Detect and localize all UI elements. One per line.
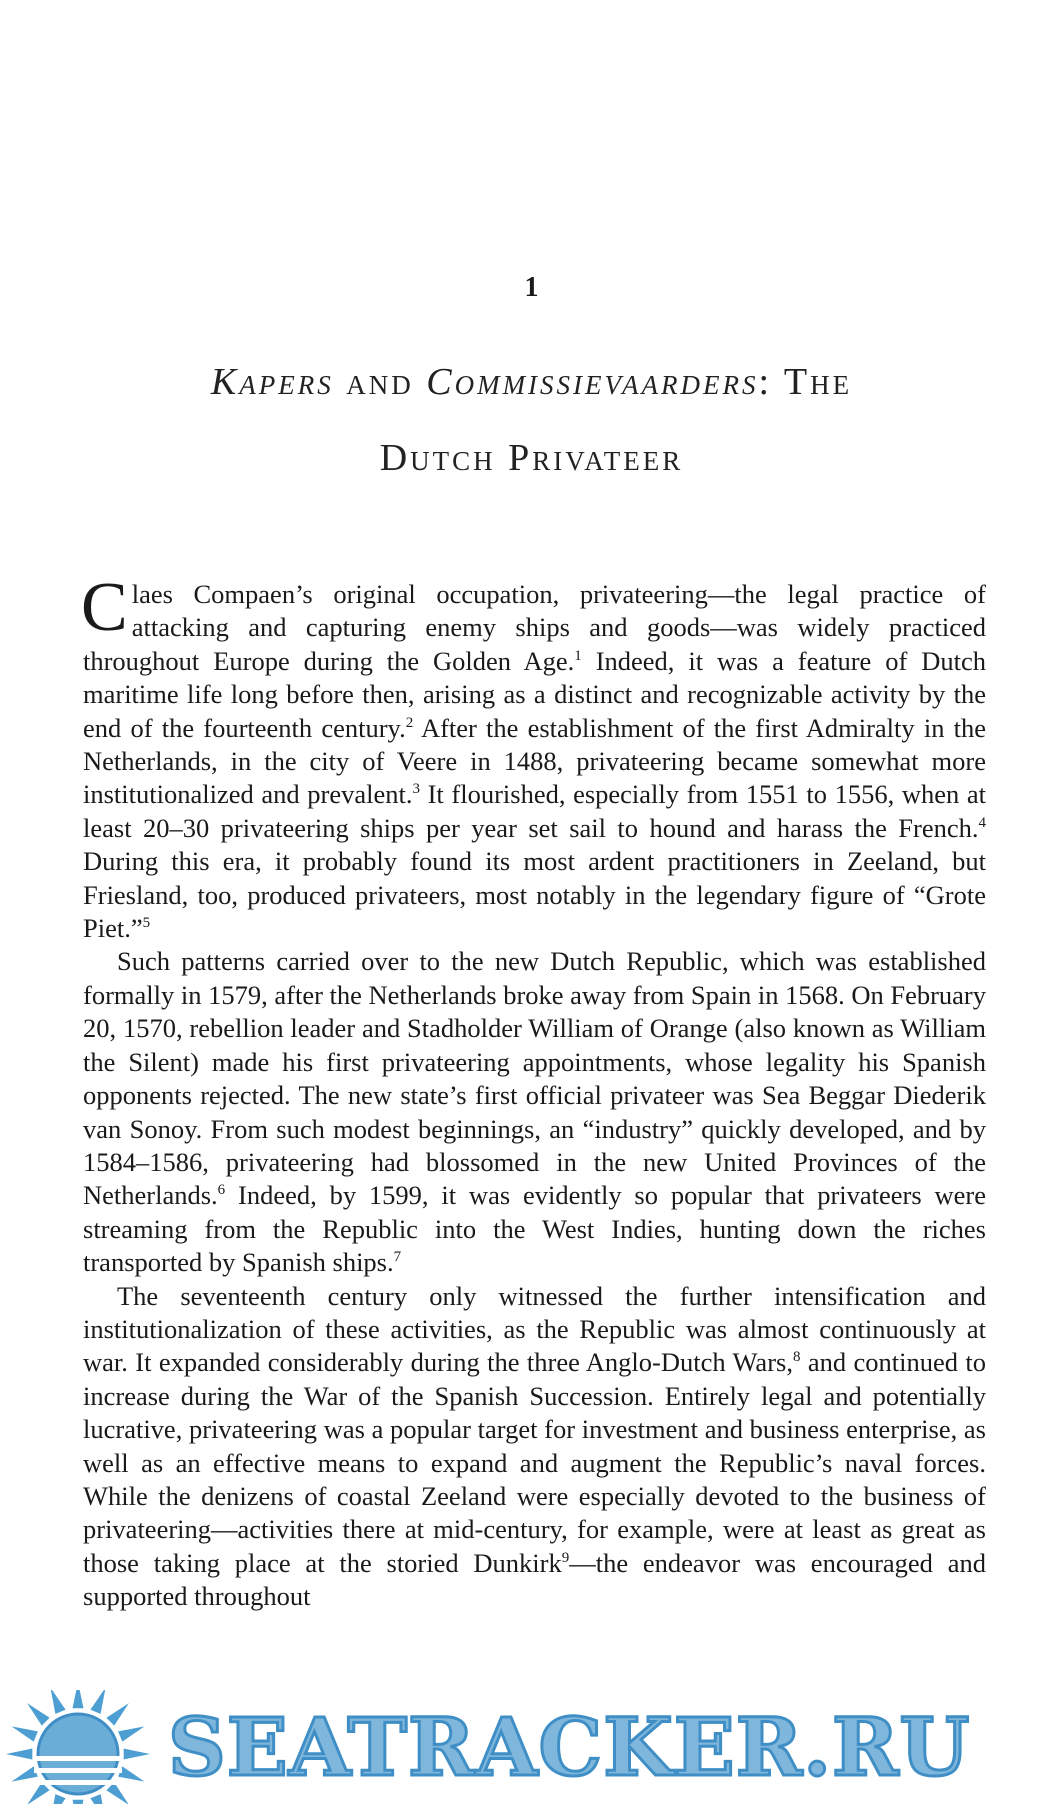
sun-ray [12,1726,38,1741]
footnote-marker: 6 [217,1182,226,1199]
footnote-marker: 2 [405,714,414,731]
chapter-title-the: : The [758,361,853,403]
sun-ray [50,1690,65,1714]
text-run: The seventeenth century only witnessed the further intensification and institutionalization of these activities, as the Republic was almost continuously at war. It expanded considerably during the three Anglo-Dutch Wars, [83,1280,986,1378]
watermark-text: SEATRACKER.RU [168,1700,971,1794]
chapter-title-commissievaarders: Commissievaarders [426,361,759,403]
sun-ray [27,1703,50,1726]
footnote-marker: 9 [561,1549,570,1566]
footnote-marker: 7 [393,1249,402,1266]
paragraph [81,569,987,945]
chapter-title-line2: Dutch Privateer [379,437,684,479]
sun-ray [118,1726,144,1741]
sun-ray [106,1703,128,1726]
sun-ray [118,1766,144,1781]
text-run: and continued to increase during the War of the Spanish Succession. Entirely legal and potentially lucrative, privateering was a popular target for investment and business enterprise, as well as an effective means to expand and augment the Republic’s naval forces. While the denizens of coastal Zeeland were especially devoted to the business of privateering—activities there at mid-century, for example, were at least as great as those taking place at the storied Dunkirk [83,1347,987,1578]
footnote-marker: 5 [142,915,151,932]
chapter-title [80,344,983,496]
text-run: It flourished, especially from 1551 to 1556, when at least 20–30 privateering ships per year set sail to hound and harass the French. [83,779,987,843]
chapter-title-and: and [333,361,427,403]
paragraph [83,945,986,1279]
sun-ray [124,1749,150,1760]
footnote-marker: 3 [412,781,420,798]
chapter-title-kapers: Kapers [210,361,334,403]
sun-ray [12,1766,38,1781]
footnote-marker: 4 [978,814,986,831]
chapter-number: 1 [524,272,539,303]
text-run: Such patterns carried over to the new Dutch Republic, which was established formally in 1579, after the Netherlands broke away from Spain in 1568. On February 20, 1570, rebellion leader and Stadholder William of Orange (also known as William the Silent) made his first privateering appointments, whose legality his Spanish opponents rejected. The new state’s first official privateer was Sea Beggar Diederik van Sonoy. From such modest beginnings, an “industry” quickly developed, and by 1584–1586, privateering had blossomed in the new United Provinces of the Netherlands. [83,946,986,1211]
text-run: Indeed, by 1599, it was evidently so popular that privateers were streaming from the Republic into the West Indies, hunting down the riches transported by Spanish ships. [83,1180,986,1278]
sun-ray [27,1782,50,1804]
sun-ray [90,1690,105,1714]
sun-ray [73,1690,84,1708]
drop-cap: C [81,569,128,646]
sun-icon [6,1690,150,1804]
text-run: During this era, it probably found its most ardent practitioners in Zeeland, but Friesland, too, produced privateers, most notably in the legendary figure of “Grote Piet.” [83,846,986,944]
sun-ray [90,1794,105,1804]
text-run: Indeed, it was a feature of Dutch maritime life long before then, arising as a distinct and recognizable activity by the end of the fourteenth century. [83,645,986,743]
text-run: laes Compaen’s original occupation, privateering—the legal practice of attacking and capturing enemy ships and goods—was widely practiced throughout Europe during the Golden Age. [83,579,986,676]
text-run: —the endeavor was encouraged and supported throughout [83,1547,986,1612]
sun-ray [73,1800,84,1804]
footnote-marker: 1 [574,647,582,664]
paragraph [83,1280,986,1614]
body-text [81,569,987,1614]
sun-ray [6,1749,32,1760]
sun-ray [106,1782,128,1804]
text-run: After the establishment of the first Admiralty in the Netherlands, in the city of Veere in 1488, privateering became somewhat more institutionalized and prevalent. [83,712,986,810]
footnote-marker: 8 [792,1349,801,1366]
sun-ray [50,1794,65,1804]
